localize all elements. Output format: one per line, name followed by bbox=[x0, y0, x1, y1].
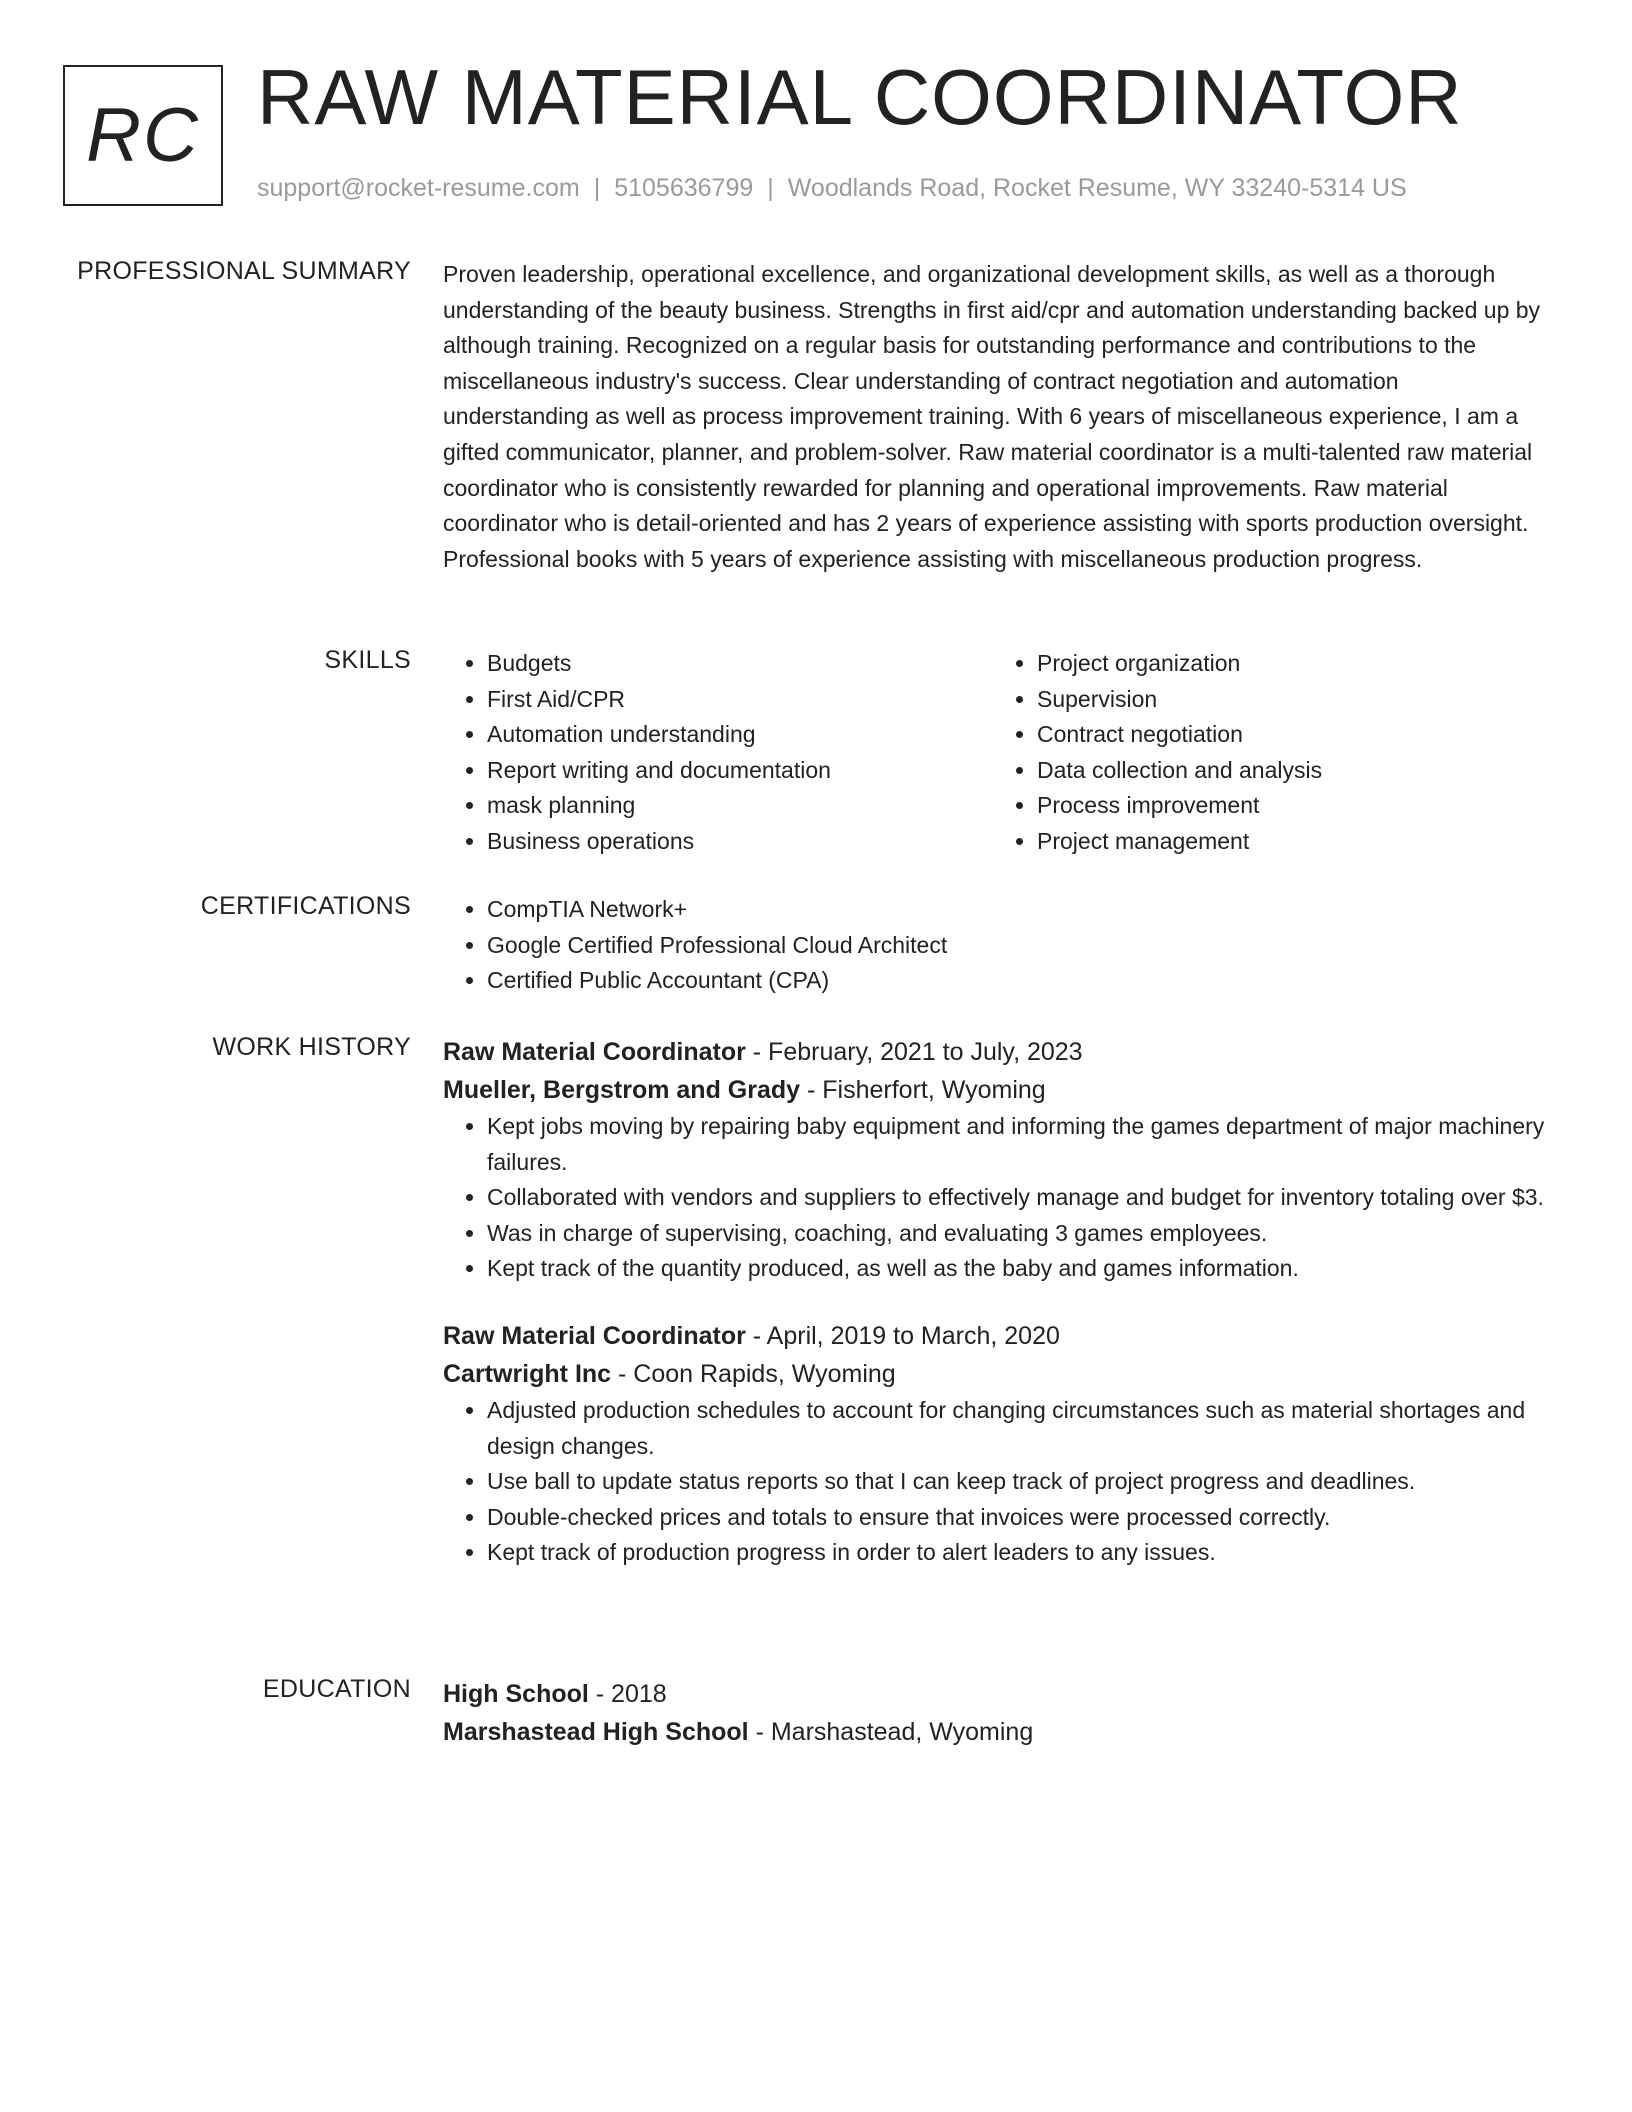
skill-item: • Automation understanding bbox=[487, 717, 993, 753]
contact-address: Woodlands Road, Rocket Resume, WY 33240-5314 US bbox=[787, 174, 1407, 202]
job-duty: • Kept track of the quantity produced, as well as the baby and games information. bbox=[487, 1251, 1577, 1287]
job-org-line bbox=[443, 1071, 1543, 1109]
skill-item: • Contract negotiation bbox=[1037, 717, 1543, 753]
skill-item: • Project organization bbox=[1037, 646, 1543, 682]
contact-separator: | bbox=[767, 174, 774, 202]
contact-line bbox=[257, 174, 1407, 203]
job-duty: • Double-checked prices and totals to ensure that invoices were processed correctly. bbox=[487, 1500, 1577, 1536]
job-title-line bbox=[443, 1317, 1543, 1355]
contact-email: support@rocket-resume.com bbox=[257, 174, 580, 202]
certification-item: • Google Certified Professional Cloud Architect bbox=[487, 928, 1543, 964]
section-label-skills: SKILLS bbox=[324, 646, 411, 674]
job-duty: • Adjusted production schedules to account for changing circumstances such as material shortages and design changes. bbox=[487, 1393, 1577, 1464]
certifications-list bbox=[443, 892, 1543, 999]
contact-phone: 5105636799 bbox=[614, 174, 754, 202]
resume-title: RAW MATERIAL COORDINATOR bbox=[257, 53, 1463, 141]
skills-list-left bbox=[443, 646, 993, 860]
skill-item: • Data collection and analysis bbox=[1037, 753, 1543, 789]
monogram-box bbox=[63, 65, 223, 206]
summary-text: Proven leadership, operational excellence, and organizational development skills, as well as a thorough understanding of the beauty business. Strengths in first aid/cpr and automation understanding backed up by although training. Recognized on a regular basis for outstanding performance and contributions to the miscellaneous industry's success. Clear understanding of contract negotiation and automation understanding as well as process improvement training. With 6 years of miscellaneous experience, I am a gifted communicator, planner, and problem-solver. Raw material coordinator is a multi-talented raw material coordinator who is consistently rewarded for planning and operational improvements. Raw material coordinator who is detail-oriented and has 2 years of experience assisting with sports production oversight. Professional books with 5 years of experience assisting with miscellaneous production progress. bbox=[443, 261, 1541, 572]
skill-item: • Process improvement bbox=[1037, 788, 1543, 824]
job-org-line bbox=[443, 1355, 1543, 1393]
certification-item: • Certified Public Accountant (CPA) bbox=[487, 963, 1543, 999]
education-year: - 2018 bbox=[588, 1680, 667, 1708]
education-content bbox=[443, 1675, 1543, 1751]
monogram-initials: RC bbox=[86, 93, 200, 178]
section-label-certifications: CERTIFICATIONS bbox=[200, 892, 411, 920]
summary-content bbox=[443, 257, 1543, 577]
job-title-line bbox=[443, 1033, 1543, 1071]
job-dates: - February, 2021 to July, 2023 bbox=[745, 1038, 1083, 1066]
job-location: - Fisherfort, Wyoming bbox=[800, 1076, 1046, 1104]
job-company: Mueller, Bergstrom and Grady bbox=[443, 1076, 801, 1104]
job-title: Raw Material Coordinator bbox=[443, 1038, 746, 1066]
skill-item: • Report writing and documentation bbox=[487, 753, 993, 789]
section-label-summary: PROFESSIONAL SUMMARY bbox=[77, 257, 411, 285]
job-duty: • Use ball to update status reports so that I can keep track of project progress and deadlines. bbox=[487, 1464, 1577, 1500]
job-duty: • Collaborated with vendors and suppliers to effectively manage and budget for inventory totaling over $3. bbox=[487, 1180, 1577, 1216]
job-company: Cartwright Inc bbox=[443, 1359, 612, 1388]
section-label-education: EDUCATION bbox=[262, 1675, 411, 1703]
job-entry bbox=[443, 1033, 1543, 1287]
education-location: - Marshastead, Wyoming bbox=[748, 1718, 1034, 1746]
education-school-line bbox=[443, 1713, 1543, 1751]
job-duties-list bbox=[443, 1109, 1543, 1287]
skill-item: • Budgets bbox=[487, 646, 993, 682]
skills-list-right bbox=[993, 646, 1543, 860]
contact-separator: | bbox=[593, 174, 601, 202]
skill-item: • Project management bbox=[1037, 824, 1543, 860]
job-dates: - April, 2019 to March, 2020 bbox=[745, 1321, 1060, 1350]
skill-item: • Business operations bbox=[487, 824, 993, 860]
certification-item: • CompTIA Network+ bbox=[487, 892, 1543, 928]
job-duty: • Kept jobs moving by repairing baby equipment and informing the games department of major machinery failures. bbox=[487, 1109, 1577, 1180]
skill-item: • First Aid/CPR bbox=[487, 682, 993, 718]
job-duty: • Kept track of production progress in order to alert leaders to any issues. bbox=[487, 1535, 1577, 1571]
job-title: Raw Material Coordinator bbox=[443, 1321, 746, 1350]
work-history-content bbox=[443, 1033, 1543, 1571]
section-label-work-history: WORK HISTORY bbox=[212, 1033, 411, 1061]
education-degree-line bbox=[443, 1675, 1543, 1713]
certifications-content bbox=[443, 892, 1543, 999]
job-duties-list bbox=[443, 1393, 1543, 1571]
skill-item: • Supervision bbox=[1037, 682, 1543, 718]
job-entry bbox=[443, 1317, 1543, 1571]
education-school: Marshastead High School bbox=[443, 1718, 749, 1746]
skills-content bbox=[443, 646, 1543, 860]
skill-item: • mask planning bbox=[487, 788, 993, 824]
education-degree: High School bbox=[443, 1680, 589, 1708]
job-duty: • Was in charge of supervising, coaching, and evaluating 3 games employees. bbox=[487, 1216, 1577, 1252]
job-location: - Coon Rapids, Wyoming bbox=[611, 1359, 896, 1388]
